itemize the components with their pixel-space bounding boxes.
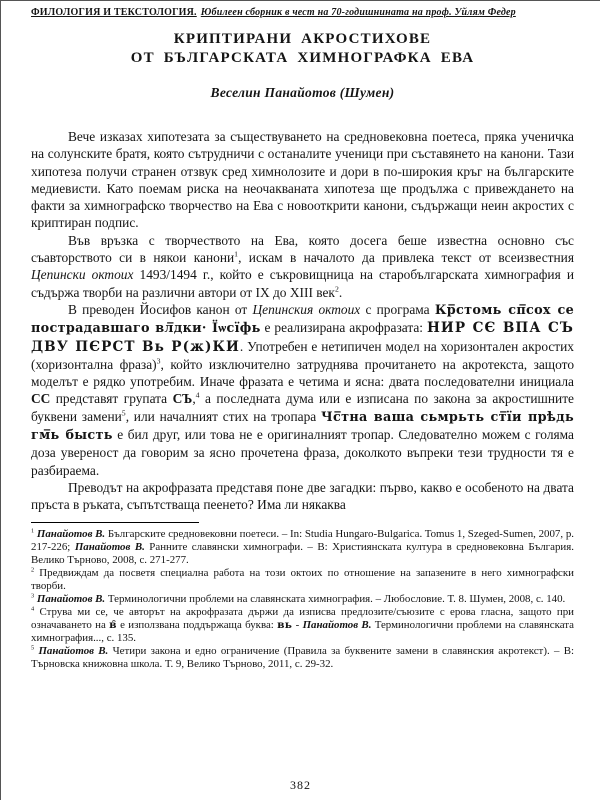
footnote-item: $^1$ Панайотов В. Българските средновековни поетеси. – In: Studia Hungaro-Bulgarica. Tomus 1, Szeged-Sumen, 2007, p. 217-226; Панайотов В. Ранните славянски химнографи. – В: Християнската култура в средновековна България. Велико Търново, 2008, с. 271-277. [31, 526, 574, 566]
footnote-item: $^3$ Панайотов В. Терминологични проблеми на славянската химнография. – Любословие. Т. 8. Шумен, 2008, с. 140. [31, 592, 566, 605]
article-body [31, 128, 574, 514]
page-number: 382 [290, 778, 311, 792]
body-paragraph: Преводът на акрофразата представя поне две загадки: първо, какво е особеното на двата пръста в ръката, съпътстваща пеенето? Има ли някаква [31, 479, 574, 513]
body-paragraph: Вече изказах хипотезата за съществуването на средновековна поетеса, пряка ученичка на солунските братя, която сътрудничи с останалите ученици при съставянето на канони. Тази хипотеза получи странен отзвук сред химнолозите и дори в по-широкия кръг на българските медиевисти. Като поемам риска на неочакваната хипотеза ще продължа с привеждането на факти за химнографско творчество на Ева с новооткрити канони, съдържащи неин акростих с криптиран подпис. [31, 129, 574, 231]
footnote-separator-rule [31, 522, 199, 523]
running-head [31, 7, 574, 18]
author-name: Веселин Панайотов (Шумен) [210, 85, 395, 100]
footnote-item: $^2$ Предвиждам да посветя специална работа на този октоих по отношение на запазените в него химнографски творби. [31, 566, 574, 592]
footnote-item: $^4$ Струва ми се, че авторът на акрофразата държи да изписва предлозите/съюзите с ерова гласна, защото при означаването на в̑ е използвана поддържаща буква: вь - Панайотов В. Терминологични проблеми на славянската химнография..., с. 135. [31, 605, 575, 645]
body-paragraph: Във връзка с творчеството на Ева, която досега беше известна основно със съавторството си в някои канони$^1$, искам в началото да привлека текст от всеизвестния Цепински октоих 1493/1494 г., който е съкровищница на старобългарската химнография и съдържа творби на различни автори от IX до XIII век$^2$. [31, 232, 574, 300]
footnote-item: $^5$ Панайотов В. Четири закона и едно ограничение (Правила за буквените замени в славянския акротекст). – В: Търновска книжовна школа. Т. 9, Велико Търново, 2011, с. 29-32. [31, 644, 574, 671]
article-title-line2: ОТ БЪЛГАРСКАТА ХИМНОГРАФКА ЕВА [130, 50, 475, 66]
article-title-line1: КРИПТИРАНИ АКРОСТИХОВЕ [173, 31, 432, 47]
article-title [31, 30, 574, 68]
running-head-subtitle: Юбилеен сборник в чест на 70-годишнината на проф. Уйлям Федер [200, 7, 516, 18]
running-head-series-title: ФИЛОЛОГИЯ И ТЕКСТОЛОГИЯ. [31, 7, 197, 18]
body-paragraph: В преводен Йосифов канон от Цепинския октоих с програма Кр̅стомь сп̅сох се пострадавшаго вл̅дки· Їѡсїфь е реализирана акрофразата: НИР СЄ ВПА СЪ ДВУ ПЄРСТ Вь Р(ж)КИ. Употребен е нетипичен модел на хоризонтален акростих (хоризонтална фраза)$^3$, който изключително затруднява прочитането на акротекста, защото моделът е рядко употребим. Иначе фразата е четима и ясна: двата последователни инициала СС представят групата СЪ,$^4$ а последната дума или е изписана по закона за акростишните буквени замени$^5$, или началният стих на тропара Чс̅тна ваша сьмрьть ст̅їи прѣдь гм̅ь бысть е бил друг, или това не е оригиналният тропар. Следователно можем с голяма доза увереност да говорим за ясно прочетена фраза, доколкото въпреки тези трудности тя е разбираема. [31, 301, 575, 478]
footnotes-section [31, 528, 574, 672]
